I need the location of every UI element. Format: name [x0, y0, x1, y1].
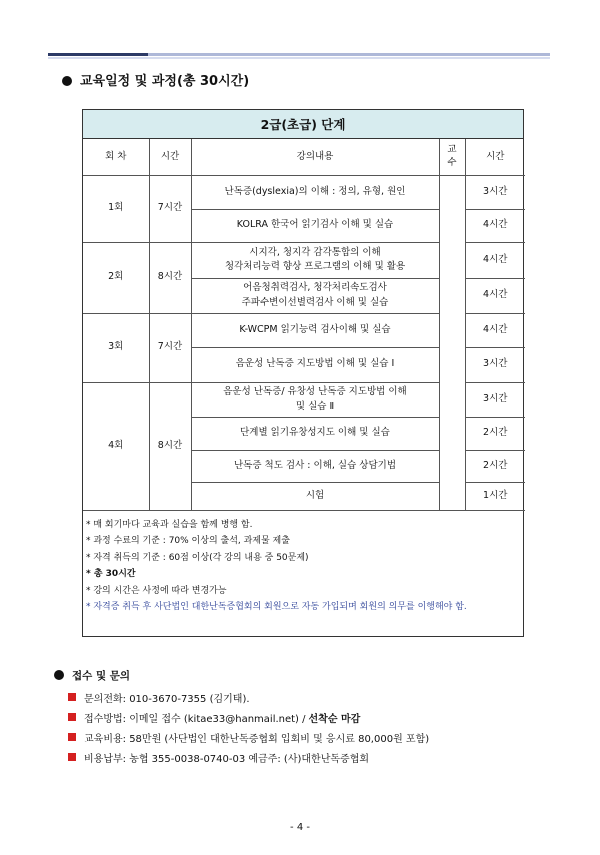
- session-cell: 1회: [83, 175, 149, 242]
- hours-cell: 8시간: [149, 382, 191, 510]
- header-session: 회 차: [83, 139, 149, 175]
- bullet-icon: [62, 76, 72, 86]
- time-cell: 4시간: [465, 209, 525, 242]
- deadline-label: 선착순 마감: [308, 713, 361, 725]
- content-cell: 난독증 척도 검사 : 이해, 실습 상담기법: [191, 450, 439, 482]
- note-item: * 강의 시간은 사정에 따라 변경가능: [86, 585, 227, 596]
- note-item-membership: * 자격증 취득 후 사단법인 대한난독증협회의 회원으로 자동 가입되며 회원의 의무를 이행해야 함.: [86, 602, 467, 612]
- time-cell: 4시간: [465, 278, 525, 313]
- content-cell: 어음청취력검사, 청각처리속도검사 주파수변이선별력검사 이해 및 실습: [191, 278, 439, 313]
- contact-item-text: 비용납부: 농협 355-0038-0740-03 예금주: (사)대한난독증협회: [84, 753, 370, 765]
- note-item: * 자격 취득의 기준 : 60점 이상(각 강의 내용 중 50문제): [86, 552, 309, 563]
- hours-cell: 7시간: [149, 313, 191, 382]
- contact-item-phone: [68, 687, 429, 707]
- contact-item-payment: [68, 747, 429, 767]
- table-header-row: [83, 139, 525, 175]
- contact-item-fee: [68, 727, 429, 747]
- content-cell: 난독증(dyslexia)의 이해 : 정의, 유형, 원인: [191, 175, 439, 209]
- time-cell: 2시간: [465, 417, 525, 450]
- contact-item-text: 교육비용: 58만원 (사단법인 대한난독증협회 입회비 및 응시료 80,000원 포함): [84, 733, 430, 745]
- square-bullet-icon: [68, 693, 76, 701]
- top-rule: [48, 53, 550, 59]
- note-item: * 과정 수료의 기준 : 70% 이상의 출석, 과제물 제출: [86, 536, 290, 546]
- header-hours: 시간: [149, 139, 191, 175]
- schedule-box: [82, 109, 524, 637]
- content-cell: KOLRA 한국어 읽기검사 이해 및 실습: [191, 209, 439, 242]
- content-cell: K-WCPM 읽기능력 검사이해 및 실습: [191, 313, 439, 347]
- contact-heading-text: 접수 및 문의: [72, 670, 131, 682]
- time-cell: 2시간: [465, 450, 525, 482]
- hours-cell: 7시간: [149, 175, 191, 242]
- content-cell: 시지각, 청지각 감각통합의 이해 청각처리능력 향상 프로그램의 이해 및 활용: [191, 242, 439, 278]
- time-cell: 3시간: [465, 347, 525, 382]
- table-row: [83, 175, 525, 209]
- session-cell: 4회: [83, 382, 149, 510]
- session-cell: 2회: [83, 242, 149, 313]
- square-bullet-icon: [68, 713, 76, 721]
- note-item: * 매 회기마다 교육과 실습을 함께 병행 함.: [86, 519, 253, 530]
- hours-cell: 8시간: [149, 242, 191, 313]
- contact-heading: [54, 668, 429, 683]
- header-time: 시간: [465, 139, 525, 175]
- contact-item-text: 문의전화: 010-3670-7355 (김기태).: [84, 693, 250, 705]
- note-item: * 총 30시간: [86, 569, 136, 579]
- notes-section: [83, 511, 523, 616]
- content-cell: 음운성 난독증/ 유창성 난독증 지도방법 이해 및 실습 Ⅱ: [191, 382, 439, 417]
- time-cell: 4시간: [465, 313, 525, 347]
- content-cell: 시험: [191, 482, 439, 510]
- square-bullet-icon: [68, 753, 76, 761]
- section-heading: [62, 70, 249, 89]
- contact-item-text: 접수방법: 이메일 접수 (kitae33@hanmail.net) /: [84, 713, 306, 725]
- header-instructor: 교 수: [439, 139, 465, 175]
- section-heading-text: 교육일정 및 과정(총 30시간): [80, 74, 250, 89]
- time-cell: 4시간: [465, 242, 525, 278]
- header-content: 강의내용: [191, 139, 439, 175]
- time-cell: 3시간: [465, 175, 525, 209]
- time-cell: 3시간: [465, 382, 525, 417]
- content-cell: 단계별 읽기유창성지도 이해 및 실습: [191, 417, 439, 450]
- square-bullet-icon: [68, 733, 76, 741]
- page-number: - 4 -: [290, 822, 310, 833]
- bullet-icon: [54, 670, 64, 680]
- contact-section: [54, 668, 429, 767]
- time-cell: 1시간: [465, 482, 525, 510]
- instructor-cell: [439, 175, 465, 510]
- session-cell: 3회: [83, 313, 149, 382]
- contact-item-method: [68, 707, 429, 727]
- table-title: 2급(초급) 단계: [83, 110, 523, 139]
- schedule-table: [83, 139, 525, 511]
- content-cell: 음운성 난독증 지도방법 이해 및 실습 Ⅰ: [191, 347, 439, 382]
